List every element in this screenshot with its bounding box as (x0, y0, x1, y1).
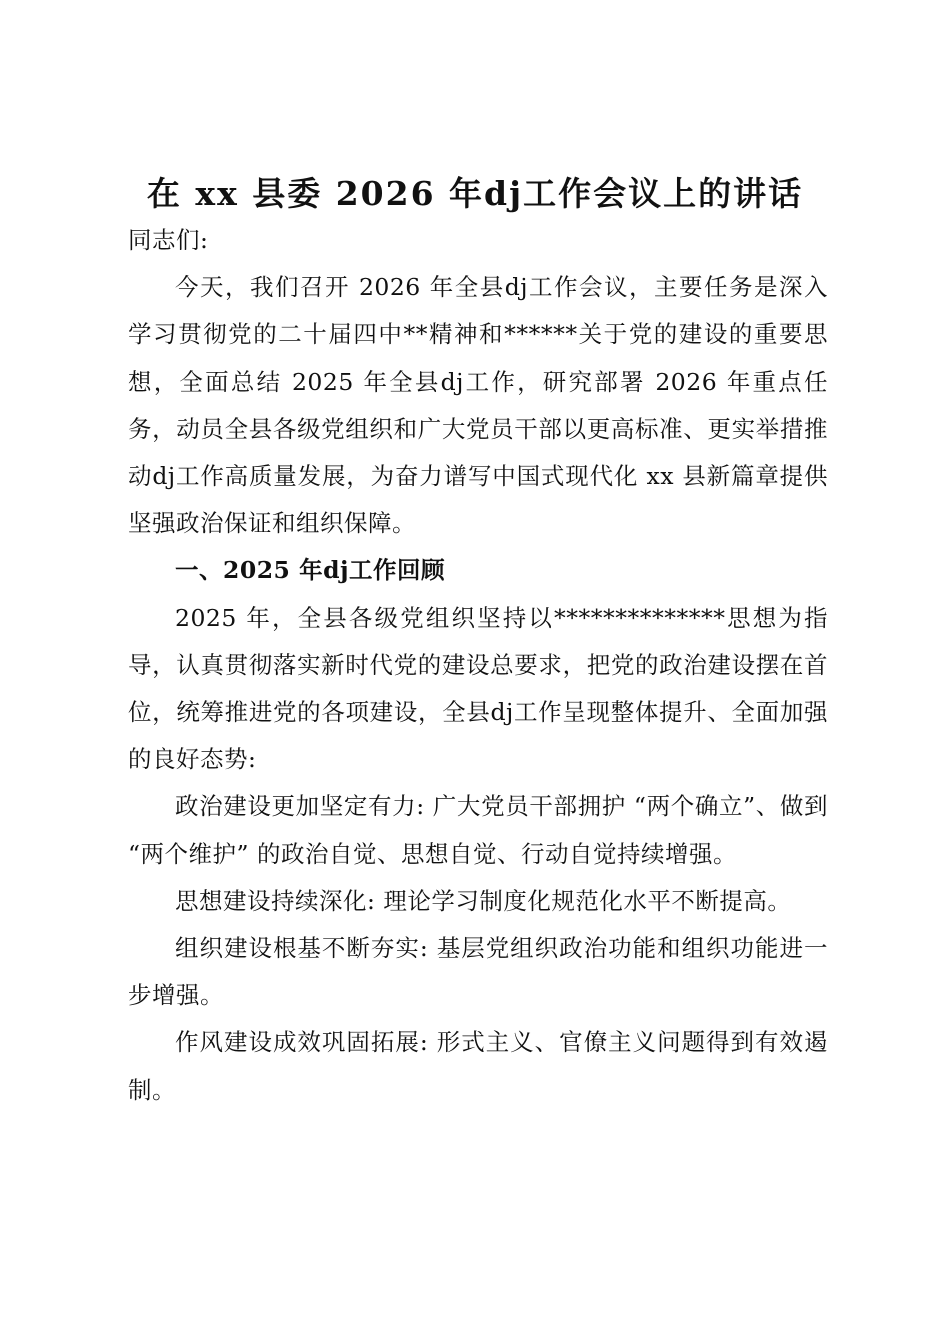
salutation: 同志们: (128, 226, 209, 254)
document-body (128, 217, 828, 1114)
review-paragraph: 2025 年，全县各级党组织坚持以**************思想为指导，认真贯彻落实新时代党的建设总要求，把党的政治建设摆在首位，统筹推进党的各项建设，全县dj工作呈现整体提升、全面加强的良好态势: (128, 603, 828, 774)
point-organizational-building: 组织建设根基不断夯实: 基层党组织政治功能和组织功能进一步增强。 (128, 934, 828, 1010)
point-style-building: 作风建设成效巩固拓展: 形式主义、官僚主义问题得到有效遏制。 (128, 1028, 828, 1104)
document-title: 在 xx 县委 2026 年dj工作会议上的讲话 (146, 174, 804, 213)
intro-paragraph: 今天，我们召开 2026 年全县dj工作会议，主要任务是深入学习贯彻党的二十届四中**精神和******关于党的建设的重要思想，全面总结 2025 年全县dj工作，研究部署 2026 年重点任务，动员全县各级党组织和广大党员干部以更高标准、更实举措推动dj工作高质量发展，为奋力谱写中国式现代化 xx 县新篇章提供坚强政治保证和组织保障。 (128, 273, 828, 538)
section-heading-review: 一、2025 年dj工作回顾 (175, 556, 446, 585)
point-ideological-building: 思想建设持续深化: 理论学习制度化规范化水平不断提高。 (175, 886, 792, 915)
point-political-building: 政治建设更加坚定有力: 广大党员干部拥护 “两个确立”、做到 “两个维护” 的政治自觉、思想自觉、行动自觉持续增强。 (128, 792, 828, 868)
